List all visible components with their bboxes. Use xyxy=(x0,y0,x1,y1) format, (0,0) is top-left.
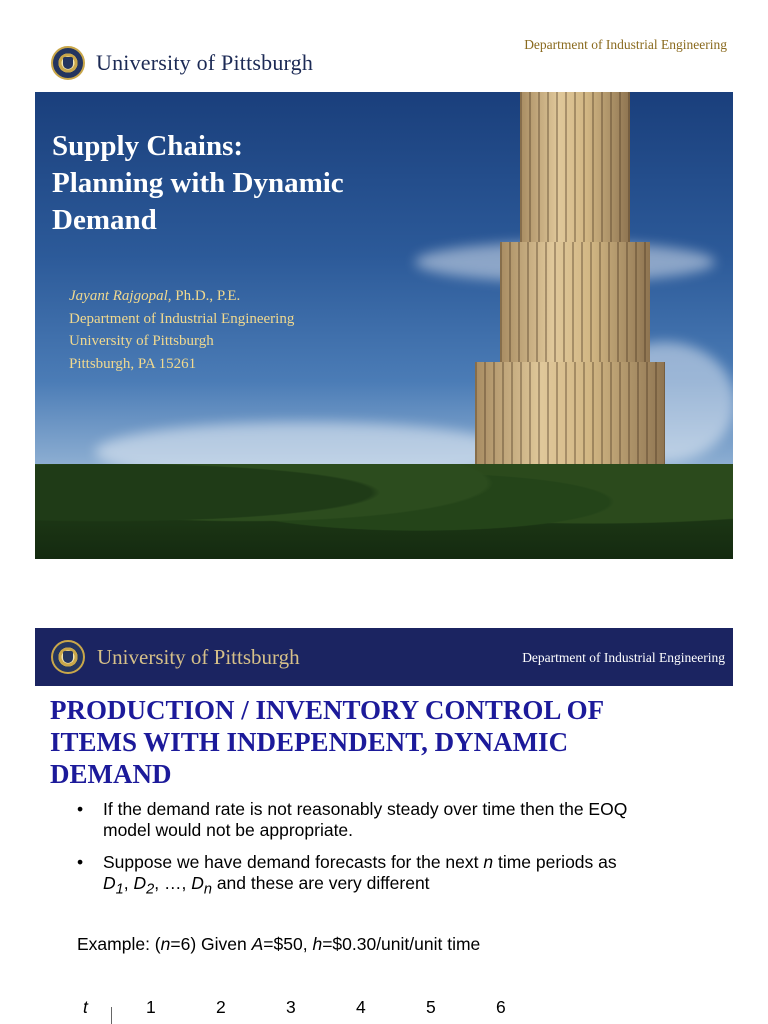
table-cell: 5 xyxy=(426,997,436,1017)
department-label: Department of Industrial Engineering xyxy=(524,37,727,52)
tree-line xyxy=(35,464,733,559)
table-cell: 3 xyxy=(286,997,296,1017)
affiliation-line: Department of Industrial Engineering xyxy=(69,310,295,327)
university-wordmark: University of Pittsburgh xyxy=(96,50,314,75)
slide2-header-bar xyxy=(35,628,733,686)
bullet-list xyxy=(77,799,717,912)
university-seal-icon xyxy=(51,46,85,80)
table-cell: 2 xyxy=(216,997,226,1017)
university-wordmark: University of Pittsburgh xyxy=(97,645,300,669)
table-cell: 1 xyxy=(146,997,156,1017)
department-label: Department of Industrial Engineering xyxy=(522,650,725,665)
bullet-dot: • xyxy=(77,799,84,819)
affiliation-line: University of Pittsburgh xyxy=(69,333,214,349)
slide-heading: PRODUCTION / INVENTORY CONTROL OF ITEMS WITH INDEPENDENT, DYNAMIC DEMAND xyxy=(50,695,605,789)
bullet-dot: • xyxy=(77,852,84,872)
bullet-item: • If the demand rate is not reasonably steady over time then the EOQ model would not be appropriate. xyxy=(77,799,628,840)
table-divider xyxy=(111,1007,112,1024)
author-block xyxy=(69,285,294,375)
bullet-item: • Suppose we have demand forecasts for the next n time periods as $D_1$, $D_2$, …, $D_n$ and these are very different xyxy=(77,852,617,898)
table-cell: 4 xyxy=(356,997,366,1017)
slide1-header xyxy=(0,0,768,92)
presentation-title: Supply Chains: Planning with Dynamic Demand xyxy=(52,130,344,236)
university-seal-icon xyxy=(51,640,85,674)
example-line: Example: (n=6) Given A=$50, h=$0.30/unit/unit time xyxy=(77,934,481,954)
table-header-t: t xyxy=(83,997,88,1017)
author-line: Jayant Rajgopal, Ph.D., P.E. xyxy=(69,288,241,304)
affiliation-line: Pittsburgh, PA 15261 xyxy=(69,355,197,372)
period-table-row xyxy=(0,997,768,1021)
table-cell: 6 xyxy=(496,997,506,1017)
